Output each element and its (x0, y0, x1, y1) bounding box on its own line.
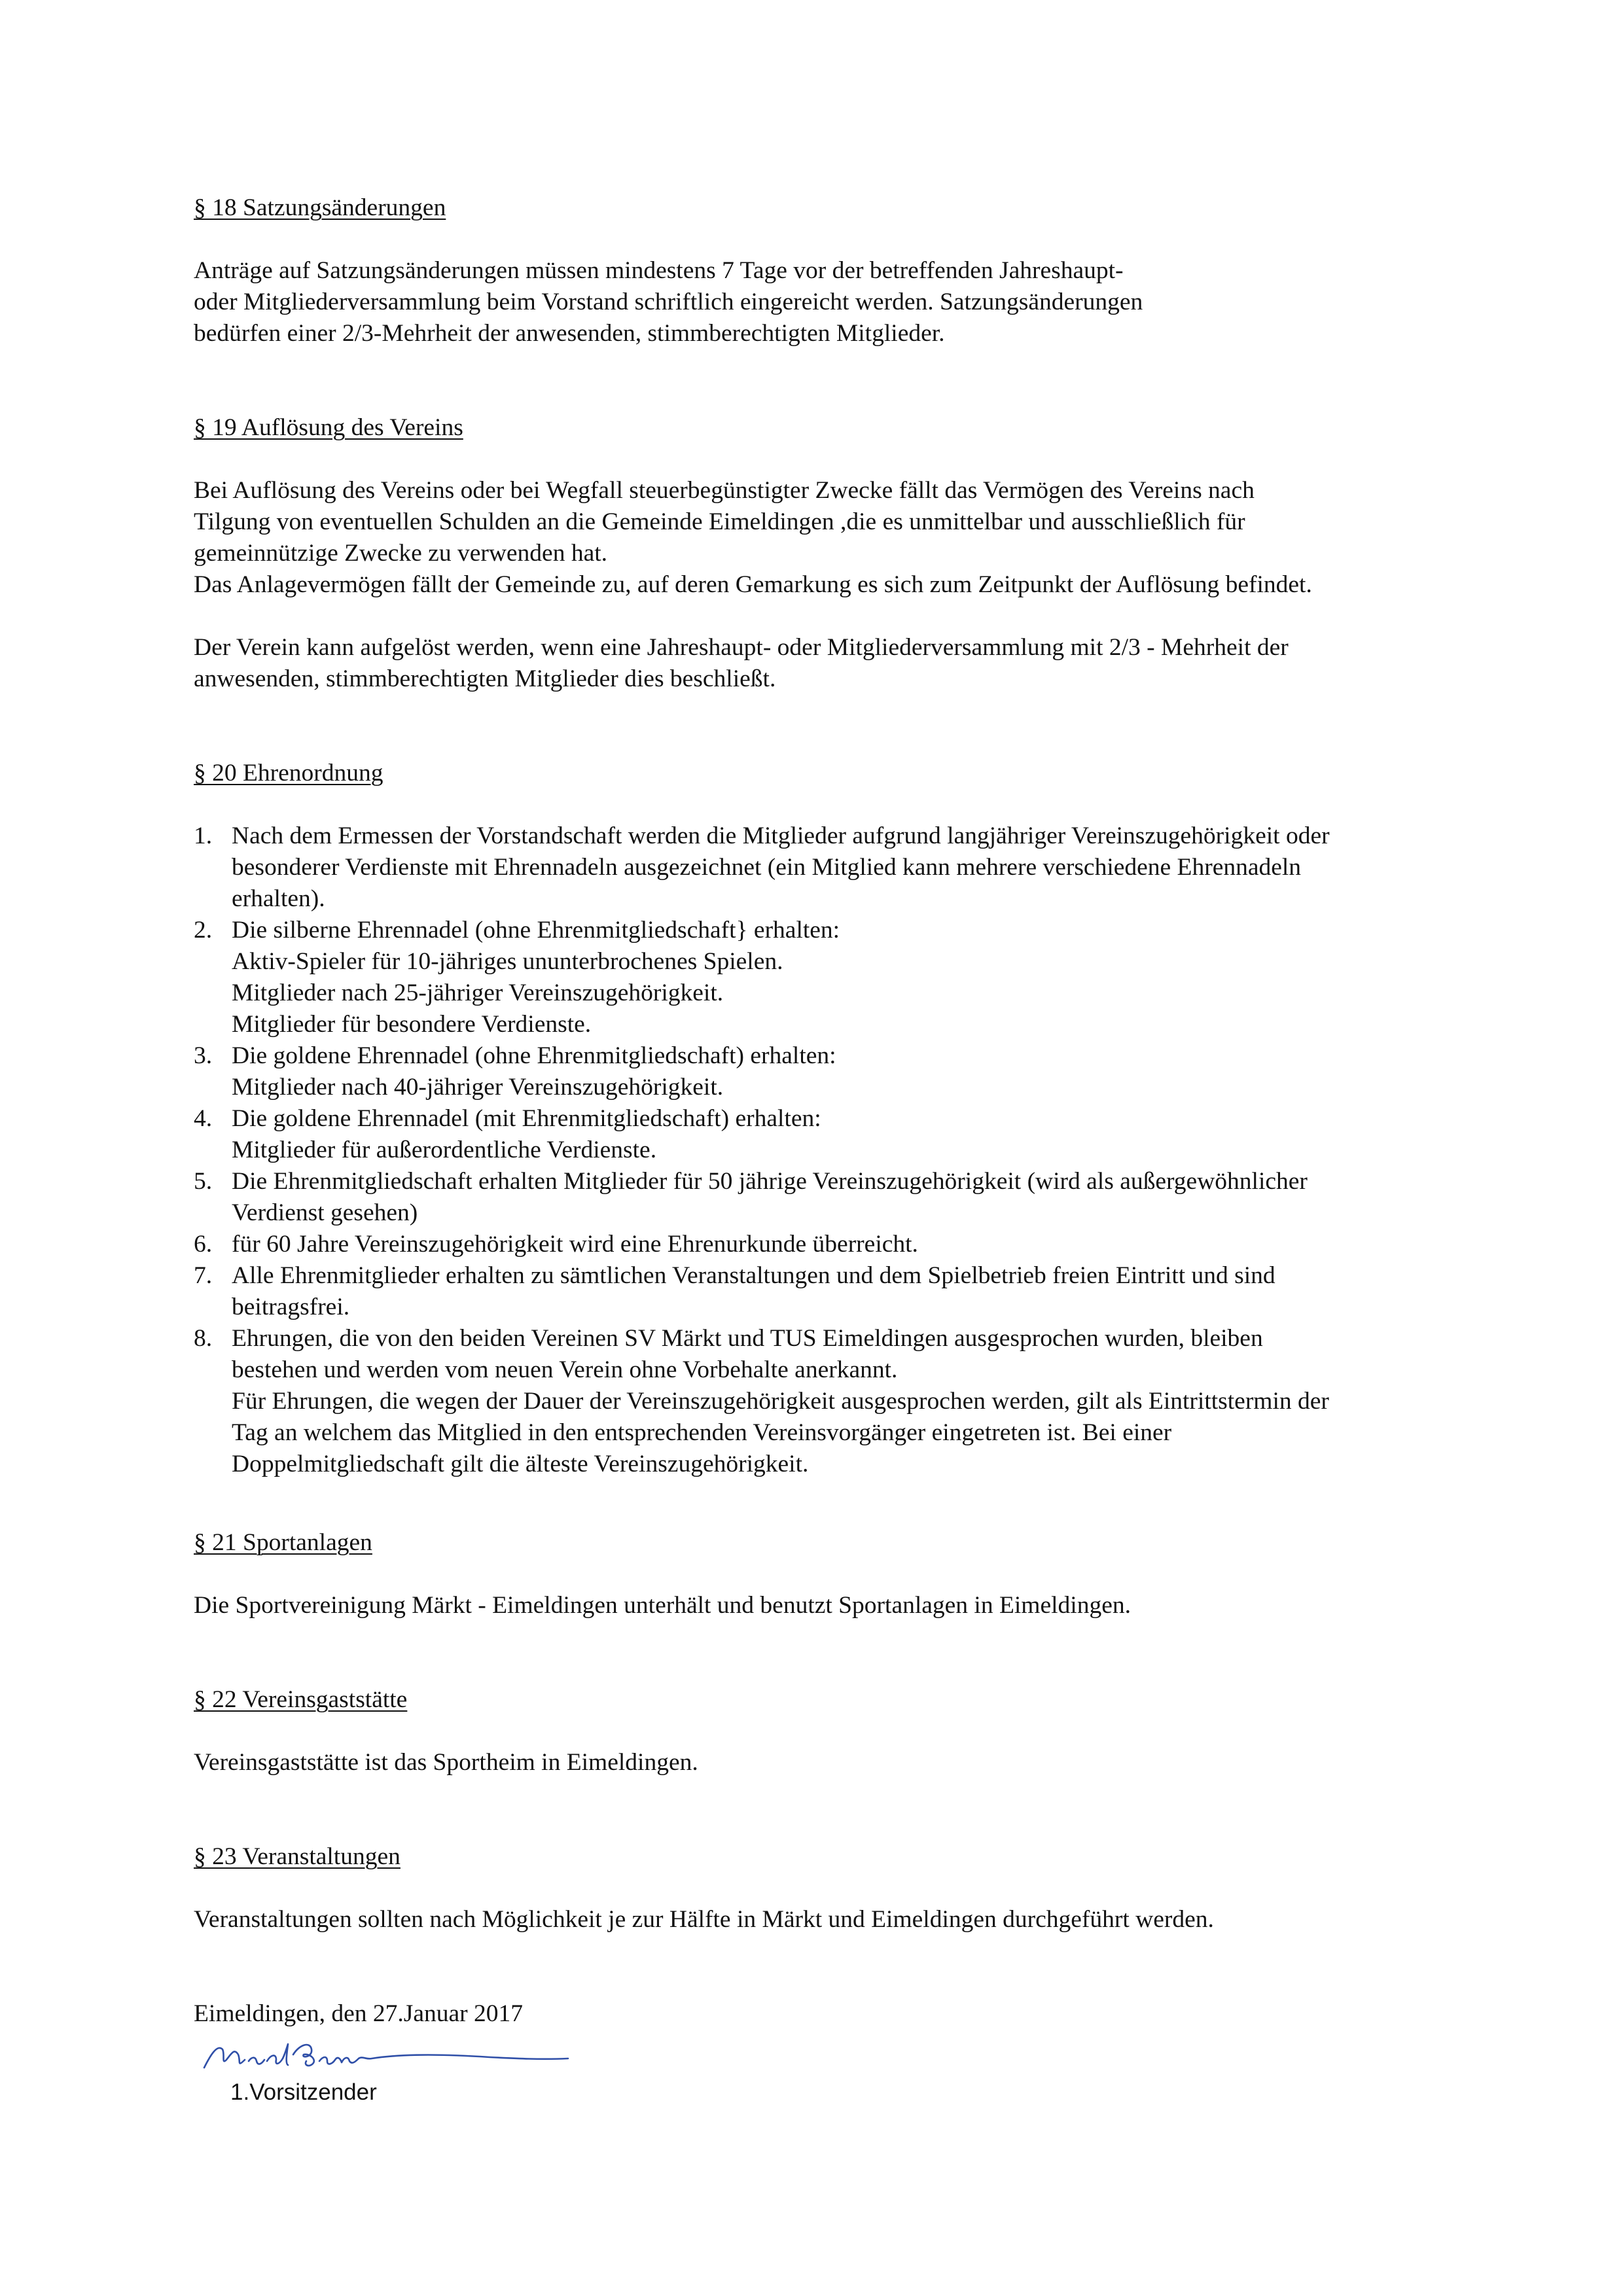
text-line: Mitglieder nach 25-jähriger Vereinszugehörigkeit. (232, 980, 724, 1006)
list-item (194, 821, 1476, 915)
text-line: Bei Auflösung des Vereins oder bei Wegfall steuerbegünstigter Zwecke fällt das Vermögen des Vereins nach (194, 477, 1255, 504)
place-date: Eimeldingen, den 27.Januar 2017 (194, 2000, 524, 2027)
list-item (194, 1260, 1476, 1323)
list-number: 8. (194, 1325, 213, 1352)
text-line: für 60 Jahre Vereinszugehörigkeit wird eine Ehrenurkunde überreicht. (232, 1231, 918, 1258)
list-item (194, 915, 1476, 1040)
text-line: Doppelmitgliedschaft gilt die älteste Vereinszugehörigkeit. (232, 1451, 809, 1477)
text-line: Tag an welchem das Mitglied in den entsprechenden Vereinsvorgänger eingetreten ist. Bei einer (232, 1419, 1172, 1446)
text-line: Die Ehrenmitgliedschaft erhalten Mitglieder für 50 jährige Vereinszugehörigkeit (wird als außergewöhnlicher (232, 1168, 1308, 1195)
section-19-heading: § 19 Auflösung des Vereins (194, 414, 463, 441)
text-line: Mitglieder für besondere Verdienste. (232, 1011, 592, 1038)
text-line: beitragsfrei. (232, 1294, 350, 1320)
text-line: Vereinsgaststätte ist das Sportheim in Eimeldingen. (194, 1749, 698, 1776)
list-number: 6. (194, 1231, 213, 1258)
section-18-heading: § 18 Satzungsänderungen (194, 194, 446, 221)
text-line: Der Verein kann aufgelöst werden, wenn eine Jahreshaupt- oder Mitgliederversammlung mit 2/3 - Mehrheit der (194, 634, 1289, 661)
text-line: Das Anlagevermögen fällt der Gemeinde zu, auf deren Gemarkung es sich zum Zeitpunkt der Auflösung befindet. (194, 571, 1312, 598)
text-line: Nach dem Ermessen der Vorstandschaft werden die Mitglieder aufgrund langjähriger Vereinszugehörigkeit oder (232, 822, 1330, 849)
text-line: anwesenden, stimmberechtigten Mitglieder dies beschließt. (194, 665, 776, 692)
text-line: gemeinnützige Zwecke zu verwenden hat. (194, 540, 608, 567)
list-number: 5. (194, 1168, 213, 1195)
list-number: 1. (194, 822, 213, 849)
text-line: Die Sportvereinigung Märkt - Eimeldingen unterhält und benutzt Sportanlagen in Eimeldingen. (194, 1592, 1131, 1619)
text-line: Aktiv-Spieler für 10-jähriges ununterbrochenes Spielen. (232, 948, 783, 975)
text-line: Veranstaltungen sollten nach Möglichkeit je zur Hälfte in Märkt und Eimeldingen durchgeführt werden. (194, 1906, 1214, 1933)
text-line: Die goldene Ehrennadel (ohne Ehrenmitgliedschaft) erhalten: (232, 1042, 836, 1069)
section-21-heading: § 21 Sportanlagen (194, 1529, 372, 1556)
text-line: Mitglieder nach 40-jähriger Vereinszugehörigkeit. (232, 1074, 724, 1101)
text-line: Alle Ehrenmitglieder erhalten zu sämtlichen Veranstaltungen und dem Spielbetrieb freien Eintritt und sind (232, 1262, 1275, 1289)
list-number: 2. (194, 917, 213, 944)
list-number: 3. (194, 1042, 213, 1069)
section-23-text (194, 1904, 1476, 1935)
section-22-heading: § 22 Vereinsgaststätte (194, 1686, 408, 1713)
section-20-heading: § 20 Ehrenordnung (194, 760, 383, 786)
text-line: bedürfen einer 2/3-Mehrheit der anwesenden, stimmberechtigten Mitglieder. (194, 320, 945, 347)
text-line: Mitglieder für außerordentliche Verdienste. (232, 1137, 657, 1163)
text-line: oder Mitgliederversammlung beim Vorstand schriftlich eingereicht werden. Satzungsänderungen (194, 289, 1143, 315)
section-23-heading: § 23 Veranstaltungen (194, 1843, 401, 1870)
honors-list (194, 821, 1476, 1480)
text-line: Anträge auf Satzungsänderungen müssen mindestens 7 Tage vor der betreffenden Jahreshaupt- (194, 257, 1124, 284)
text-line: bestehen und werden vom neuen Verein ohne Vorbehalte anerkannt. (232, 1356, 898, 1383)
section-21-text (194, 1590, 1476, 1621)
list-item (194, 1229, 1476, 1260)
text-line: besonderer Verdienste mit Ehrennadeln ausgezeichnet (ein Mitglied kann mehrere verschiedene Ehrennadeln (232, 854, 1302, 881)
section-19-paragraph-1 (194, 475, 1476, 601)
handwritten-signature (188, 2035, 581, 2082)
text-line: Die goldene Ehrennadel (mit Ehrenmitgliedschaft) erhalten: (232, 1105, 821, 1132)
text-line: Die silberne Ehrennadel (ohne Ehrenmitgliedschaft} erhalten: (232, 917, 840, 944)
section-19-paragraph-2 (194, 632, 1476, 695)
text-line: Ehrungen, die von den beiden Vereinen SV Märkt und TUS Eimeldingen ausgesprochen wurden, bleiben (232, 1325, 1263, 1352)
signatory-role: 1.Vorsitzender (230, 2079, 377, 2105)
list-number: 4. (194, 1105, 213, 1132)
section-18-text (194, 255, 1476, 349)
text-line: Tilgung von eventuellen Schulden an die Gemeinde Eimeldingen ,die es unmittelbar und ausschließlich für (194, 508, 1245, 535)
text-line: Für Ehrungen, die wegen der Dauer der Vereinszugehörigkeit ausgesprochen werden, gilt als Eintrittstermin der (232, 1388, 1329, 1415)
list-number: 7. (194, 1262, 213, 1289)
list-item (194, 1103, 1476, 1166)
text-line: erhalten). (232, 885, 325, 912)
list-item (194, 1166, 1476, 1229)
list-item (194, 1323, 1476, 1480)
text-line: Verdienst gesehen) (232, 1199, 418, 1226)
list-item (194, 1040, 1476, 1103)
section-22-text (194, 1747, 1476, 1778)
